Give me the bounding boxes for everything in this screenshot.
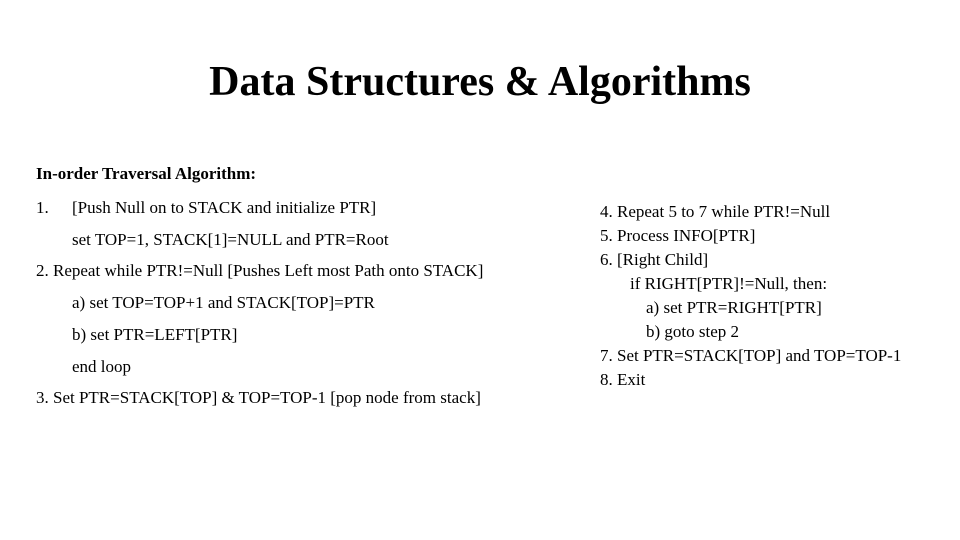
step-2: 2. Repeat while PTR!=Null [Pushes Left most Path onto STACK] — [36, 261, 484, 280]
step-1 — [36, 198, 376, 218]
algorithm-right-column — [600, 200, 960, 392]
step-1-text: [Push Null on to STACK and initialize PTR] — [72, 198, 377, 217]
step-2-a: a) set TOP=TOP+1 and STACK[TOP]=PTR — [72, 293, 375, 312]
step-6: 6. [Right Child] — [600, 250, 709, 269]
step-2-b: b) set PTR=LEFT[PTR] — [72, 325, 238, 344]
step-1-sub: set TOP=1, STACK[1]=NULL and PTR=Root — [72, 230, 389, 249]
step-2-end: end loop — [72, 357, 132, 376]
algorithm-heading: In-order Traversal Algorithm: — [36, 164, 257, 183]
step-6-if: if RIGHT[PTR]!=Null, then: — [630, 274, 828, 293]
step-5: 5. Process INFO[PTR] — [600, 226, 756, 245]
step-3: 3. Set PTR=STACK[TOP] & TOP=TOP-1 [pop node from stack] — [36, 388, 481, 407]
step-4: 4. Repeat 5 to 7 while PTR!=Null — [600, 202, 831, 221]
step-7: 7. Set PTR=STACK[TOP] and TOP=TOP-1 — [600, 346, 902, 365]
step-8: 8. Exit — [600, 370, 646, 389]
step-6-b: b) goto step 2 — [646, 322, 740, 341]
slide-title: Data Structures & Algorithms — [209, 59, 751, 105]
step-1-number: 1. — [36, 198, 49, 217]
step-6-a: a) set PTR=RIGHT[PTR] — [646, 298, 822, 317]
